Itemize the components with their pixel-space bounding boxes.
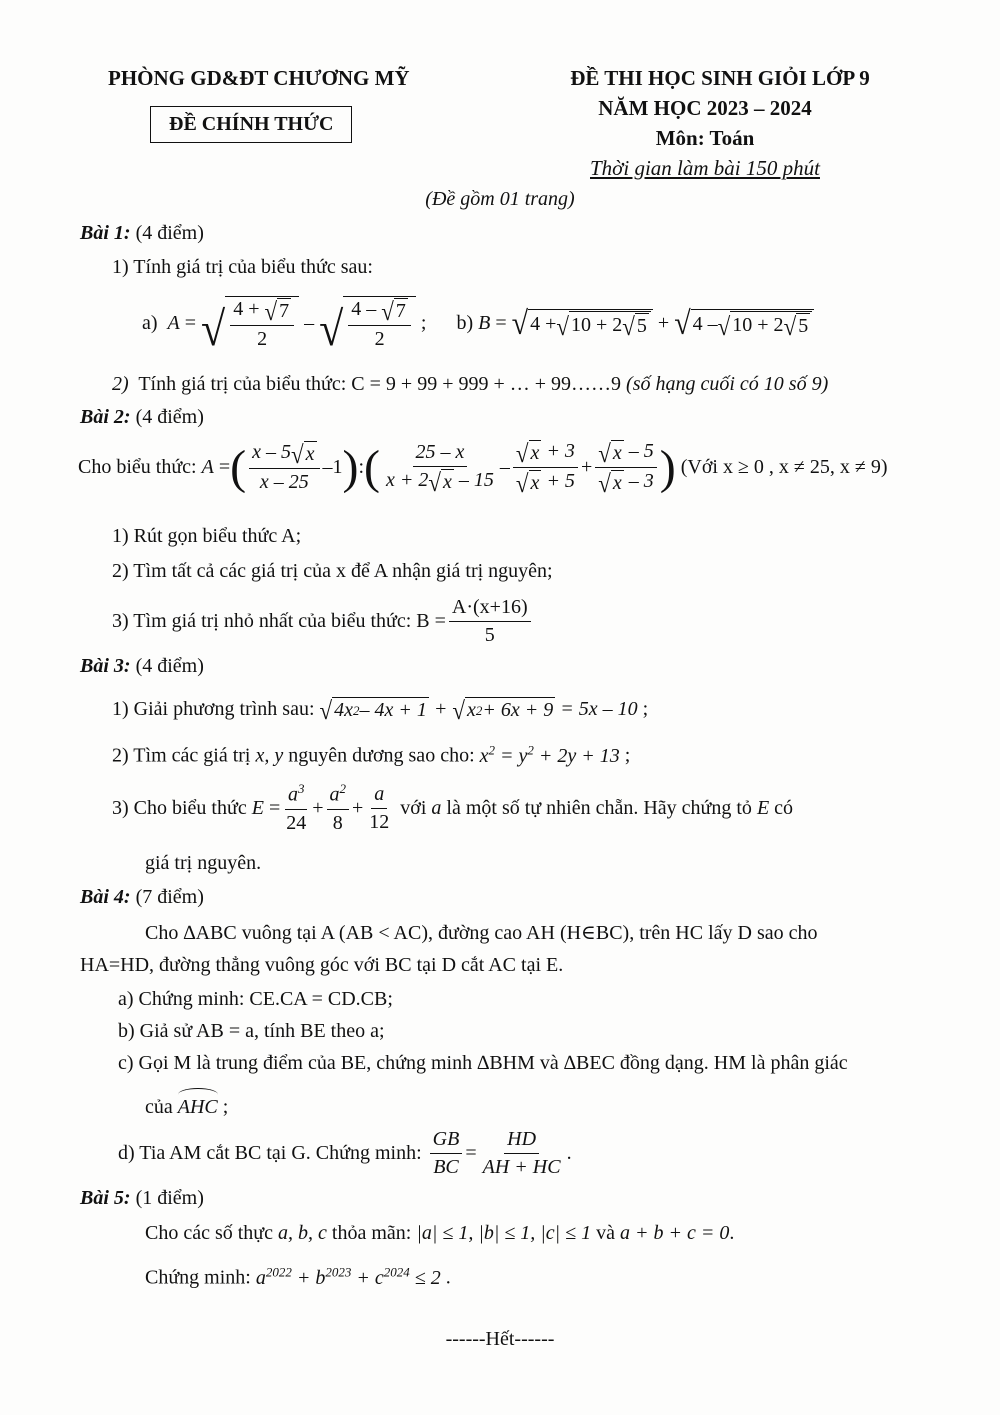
bai3-heading: Bài 3: (4 điểm)	[80, 655, 204, 677]
school-year: NĂM HỌC 2023 – 2024	[598, 96, 812, 120]
bai5-heading: Bài 5: (1 điểm)	[80, 1187, 204, 1209]
official-label: ĐỀ CHÍNH THỨC	[150, 106, 352, 143]
bai4-qc-cont: của AHC ;	[145, 1088, 228, 1119]
bai2-q3: 3) Tìm giá trị nhỏ nhất của biểu thức: B = $\frac{A\cdot(x+16)}{5}$	[112, 596, 534, 647]
department-title: PHÒNG GD&ĐT CHƯƠNG MỸ	[108, 66, 410, 90]
bai4-qb: b) Giả sử AB = a, tính BE theo a;	[118, 1020, 385, 1042]
bai3-q3-cont: giá trị nguyên.	[145, 852, 262, 874]
bai5-prove: Chứng minh: $a^{2022} + b^{2023} + c^{2024} \le 2$ .	[145, 1264, 451, 1289]
bai4-qd: d) Tia AM cắt BC tại G. Chứng minh: $\frac{GB}{BC}$ = $\frac{HD}{AH + HC}$ .	[118, 1128, 572, 1178]
subject: Môn: Toán	[655, 126, 755, 150]
bai2-q2: 2) Tìm tất cả các giá trị của x để A nhận giá trị nguyên;	[112, 560, 553, 582]
end-marker: ------Hết------	[445, 1328, 555, 1350]
bai2-q1: 1) Rút gọn biểu thức A;	[112, 525, 302, 547]
bai3-q1: 1) Giải phương trình sau: √ 4x 2 – 4x + 1 + √ x 2 + 6x + 9 = 5x – 10 ;	[112, 696, 649, 725]
bai1-q1: 1) Tính giá trị của biểu thức sau:	[112, 256, 373, 278]
bai3-q3: 3) Cho biểu thức E = $\frac{a^3}{24}$ + $\frac{a^2}{8}$ + $\frac{a}{12}$ với a là một số tự nhiên chẵn. Hãy chứng tỏ E có	[112, 781, 794, 834]
bai4-intro-2: HA=HD, đường thẳng vuông góc với BC tại D cắt AC tại E.	[80, 954, 564, 976]
time-limit: Thời gian làm bài 150 phút	[590, 156, 820, 180]
bai2-heading: Bài 2: (4 điểm)	[80, 406, 204, 428]
bai4-qa: a) Chứng minh: CE.CA = CD.CB;	[118, 988, 393, 1010]
bai4-qc: c) Gọi M là trung điểm của BE, chứng minh ∆BHM và ∆BEC đồng dạng. HM là phân giác	[118, 1052, 848, 1074]
bai5-intro: Cho các số thực a, b, c thỏa mãn: |a| ≤ 1, |b| ≤ 1, |c| ≤ 1 và a + b + c = 0.	[145, 1222, 735, 1244]
bai1-q2: 2) Tính giá trị của biểu thức: C = 9 + 99 + 999 + … + 99……9 (số hạng cuối có 10 số 9)	[112, 373, 829, 395]
bai4-intro-1: Cho ∆ABC vuông tại A (AB < AC), đường cao AH (H∈BC), trên HC lấy D sao cho	[145, 922, 818, 944]
exam-title: ĐỀ THI HỌC SINH GIỎI LỚP 9	[570, 66, 870, 90]
bai2-expression: Cho biểu thức: A = ( x – 5 √ x x – 25 –1 ) : ( 25 – x x + 2 √ x – 15 – √ x + 3 √ x + 5 + √ x – 5 √ x – 3 ) (Với x ≥ 0 , x ≠ 25, x ≠ 9)	[78, 439, 888, 498]
bai1-q1a: a) A = √ 4 + √ 7 2 – √ 4 – √ 7 2 ; b) B = √ 4 + √ 10 + 2 √ 5 + √ 4 – √ 10 + 2 √ 5	[142, 296, 814, 351]
bai4-heading: Bài 4: (7 điểm)	[80, 886, 204, 908]
pages-note: (Đề gồm 01 trang)	[425, 188, 575, 210]
bai3-q2: 2) Tìm các giá trị x, y nguyên dương sao cho: $x^2 = y^2 + 2y + 13$ ;	[112, 742, 631, 767]
bai1-heading: Bài 1: (4 điểm)	[80, 222, 204, 244]
